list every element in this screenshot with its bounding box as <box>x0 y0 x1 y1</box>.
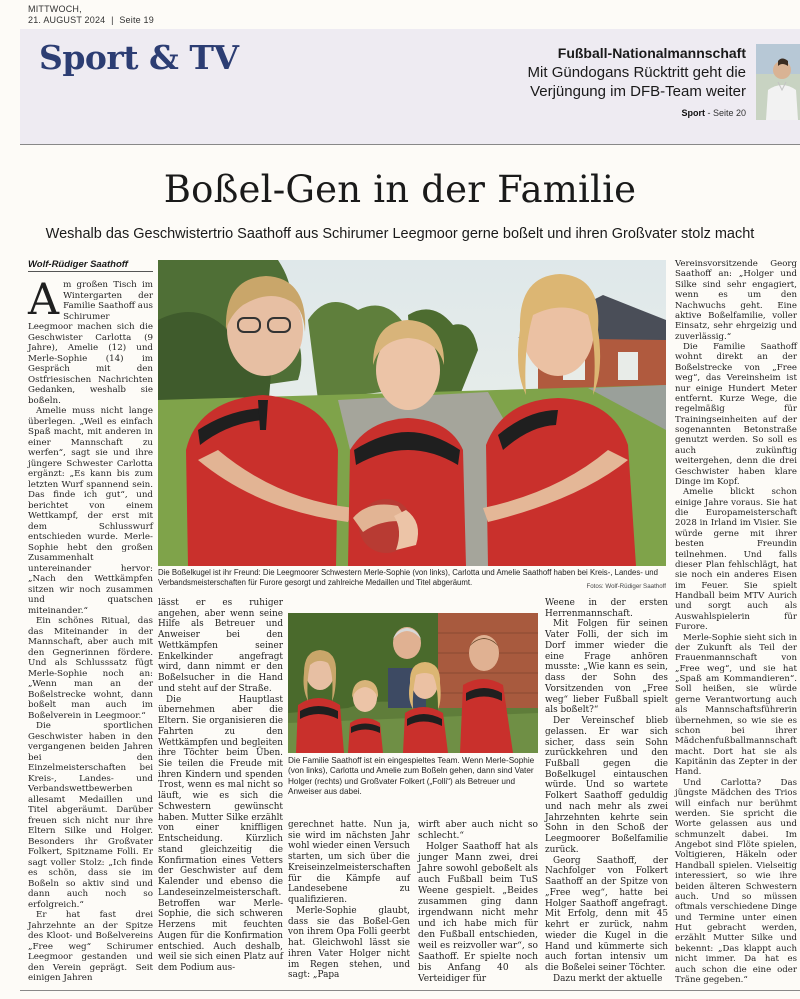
dropcap: A <box>28 275 60 325</box>
teaser-ref-page: - Seite 20 <box>707 108 746 118</box>
article-headline: Boßel-Gen in der Familie <box>163 168 637 211</box>
main-photo-caption: Die Boßelkugel ist ihr Freund: Die Leegmoorer Schwestern Merle-Sophie (von links), Carlotta und Amelie Saathoff haben bei Kreis-, Landes- und Verbandsmeisterschaften für Furore gesorgt und zahlreiche Medaillen und Titel abgeräumt. <box>158 568 658 587</box>
paragraph: Mit Folgen für seinen Vater Folli, der sich im Dorf immer wieder die eine Frage anhören musste: „Wie kann es sein, dass der Sohn des Vorsitzenden von „Free weg“ lieber Fußball spielt als boßelt?“ <box>545 619 668 716</box>
family-photo <box>288 613 538 753</box>
paragraph: Holger Saathoff hat als junger Mann zwei, drei Jahre sowohl geboßelt als auch Fußball beim TuS Weene gespielt. „Beides zusammen ging dann irgendwann nicht mehr und ich habe mich für den Fußball entschieden, weil es reizvoller war“, so Saathoff. Er spielte noch bis Anfang 40 als Verteidiger für <box>418 841 538 984</box>
paragraph: Die Familie Saathoff wohnt direkt an der Boßelstrecke von „Free weg“, das Vereinsheim ist nur einige Hundert Meter entfernt. Kurze Wege, die regelmäßig für Trainingseinheiten auf der sogenannten Betonstraße genutzt werden. So soll es auch zukünftig weitergehen, denn die drei Geschwister haben klare Dinge im Kopf. <box>675 342 797 487</box>
article-byline: Wolf-Rüdiger Saathoff <box>28 259 153 272</box>
paragraph <box>28 275 153 406</box>
section-title: Sport & TV <box>39 38 239 77</box>
article-column-4 <box>418 820 538 985</box>
bottom-divider <box>20 990 800 991</box>
paragraph: wirft aber auch nicht so schlecht.“ <box>418 820 538 841</box>
article-column-3 <box>288 820 410 981</box>
paragraph-text: m großen Tisch im Wintergarten der Familie Saathoff aus Schirumer Leegmoor machen sich die Geschwister Carlotta (9 Jahre), Amelie (12) und Merle-Sophie (14) im Gespräch mit den Ostfriesischen Nachrichten Gedanken, weshalb sie boßeln. <box>28 280 153 406</box>
dateline-date-page <box>28 15 154 26</box>
paragraph: Dazu merkt der aktuelle <box>553 973 663 984</box>
paragraph: Weene in der ersten Herrenmannschaft. <box>545 598 668 619</box>
dateline-page: Seite 19 <box>119 14 154 25</box>
paragraph: Vereinsvorsitzende Georg Saathoff an: „Holger und Silke sind sehr engagiert, wenn es um den Nachwuchs geht. Eine aktive Boßelfamilie, voller Einsatz, sehr ehrgeizig und zuverlässig.“ <box>675 259 797 342</box>
paragraph: Georg Saathoff, der Nachfolger von Folkert Saathoff an der Spitze von „Free weg“, hatte bei Holger Saathoff angefragt. Mit Erfolg, denn mit 45 kehrt er zurück, nahm wieder die Kugel in die Hand und kümmerte sich auch fortan intensiv um die Boßelei seiner Töchter. <box>545 855 668 973</box>
teaser-page-ref[interactable] <box>600 108 746 118</box>
paragraph: lässt er es ruhiger angehen, aber wenn seine Hilfe als Betreuer und Anweiser bei den Wettkämpfen seiner Enkelkinder angefragt wird, dann nimmt er den Boßelsucher in die Hand und steht auf der Straße. <box>158 598 283 694</box>
article-subheadline: Weshalb das Geschwistertrio Saathoff aus Schirumer Leegmoor gerne boßelt und ihren Großvater stolz macht <box>45 226 755 242</box>
teaser-ref-section: Sport <box>681 108 705 118</box>
paragraph: Und Carlotta? Das jüngste Mädchen des Trios will einfach nur berühmt werden. Sie spricht die Worte gelassen aus und schmunzelt dabei. Im Angebot sind Flöte spielen, Voltigieren, Häkeln oder Handball spielen. Vielseitig interessiert, so wie ihre beiden älteren Schwestern auch. Und so müssen oftmals verschiedene Dinge und Termine unter einen Hut gebracht werden, erzählt Mutter Silke und bekennt: „Das klappt auch nicht immer. Da hat es auch schon die eine oder Träne gegeben.“ <box>675 777 797 985</box>
teaser-headline[interactable]: Mit Gündogans Rücktritt geht die Verjüngung im DFB-Team weiter <box>527 64 746 100</box>
paragraph: Amelie blickt schon einige Jahre voraus. Sie hat die Europameisterschaft 2028 in Irland im Visier. Sie würde gerne mit ihrer besten Freundin teilnehmen. Und falls dieser Plan fehlschlägt, hat sie noch ein anderes Eisen im Feuer. Sie spielt Handball beim MTV Aurich und sorgt auch als Auswahlspielerin für Furore. <box>675 487 797 633</box>
paragraph: gerechnet hatte. Nun ja, sie wird im nächsten Jahr wohl wieder einen Versuch starten, um sich über die Kreiseinzelmeisterschaften für die Kämpfe auf Landesebene zu qualifizieren. <box>288 820 411 906</box>
teaser-photo[interactable] <box>756 44 800 120</box>
main-photo <box>158 260 666 566</box>
article-column-1 <box>28 275 153 984</box>
dateline-separator: | <box>111 14 114 25</box>
photo-credit: Fotos: Wolf-Rüdiger Saathoff <box>586 583 666 590</box>
paragraph: Amelie muss nicht lange überlegen. „Weil es einfach Spaß macht, mit anderen in einer Mannschaft zu werfen“, sagt sie und ihre jüngere Schwester Carlotta ergänzt: „Es kann bis zum letzten Wurf spannend sein. Das finde ich gut“, und berichtet von einem Wettkampf, der erst mit dem Schlusswurf entschieden wurde. Merle-Sophie hebt den großen Zusammenhalt untereinander hervor: „Nach den Wettkämpfen sitzen wir noch zusammen und quatschen miteinander.“ <box>28 406 153 616</box>
dateline <box>28 4 154 25</box>
paragraph: Die sportlichen Geschwister haben in den vergangenen beiden Jahren bei den Einzelmeisterschaften bei Kreis-, Landes- und Verbandswettbewerben allesamt Medaillen und Titel abgeräumt. Darüber freuen sich nicht nur ihre Eltern Silke und Holger. Besonders ihr Großvater Folkert, Spitzname Folli. Er sagt voller Stolz: „Ich finde es schön, dass sie im Boßeln so aktiv sind und dann auch noch so erfolgreich.“ <box>28 721 153 910</box>
paragraph: Die Hauptlast übernehmen aber die Eltern. Sie organisieren die Fahrten zu den Wettkämpfen und begleiten ihre Töchter beim Üben. Sie teilen die Freude mit ihren Kindern und spenden Trost, wenn es mal nicht so läuft, wie es sich die Schwestern gewünscht haben. Mutter Silke erzählt von einer kniffligen Entscheidung. Kürzlich stand gleichzeitig die Konfirmation eines Vetters der Geschwister auf dem Kalender und ebenso die Landeseinzelmeisterschaft. Betroffen war Merle-Sophie, die sich schweren Herzens mit feuchten Augen für die Konfirmation entschied. Auch deshalb, weil sie sich einen Platz auf dem Podium aus- <box>158 694 283 973</box>
teaser-kicker[interactable]: Fußball-Nationalmannschaft <box>557 45 746 61</box>
article-column-5 <box>545 598 668 984</box>
paragraph: Ein schönes Ritual, das das Miteinander in der Mannschaft, aber auch mit den Gegnerinnen fördere. Und als Schlusssatz fügt Merle-Sophie noch an: „Wenn man an der Boßelstrecke wohnt, dann boßelt man auch im Boßelverein in Leegmoor.“ <box>28 616 153 721</box>
paragraph: Der Vereinschef blieb gelassen. Er war sich sicher, dass sein Sohn zurückkehren und den Fußball gegen die Boßelkugel eintauschen würde. Und so wartete Folkert Saathoff geduldig und nach mehr als zwei Jahrzehnten kehrte sein Sohn in den Schoß der Leegmoorer Boßelfamilie zurück. <box>545 716 668 855</box>
article-column-6 <box>675 259 797 985</box>
banner-divider <box>20 144 800 145</box>
article-column-2 <box>158 598 283 974</box>
paragraph: Er hat fast drei Jahrzehnte an der Spitze des Kloot- und Boßelvereins „Free weg“ Schirumer Leegmoor gestanden und den Verein geprägt. Seit einigen Jahren <box>28 910 153 983</box>
dateline-weekday: MITTWOCH, <box>28 4 82 14</box>
paragraph: Merle-Sophie glaubt, dass sie das Boßel-Gen von ihrem Opa Folli geerbt hat. Gleichwohl lässt sie ihren Vater Holger nicht im Regen stehen, und sagt: „Papa <box>288 905 410 981</box>
paragraph: Merle-Sophie sieht sich in der Zukunft als Teil der Frauenmannschaft von „Free weg“, und sie hat „Spaß am Kommandieren“. Soll heißen, sie würde gerne Verantwortung auch als Mannschaftsführerin übernehmen, so wie sie es schon bei ihrer Mädchenfußballmannschaft macht. Dort hat sie als Kapitänin das Zepter in der Hand. <box>675 632 797 778</box>
family-photo-caption: Die Familie Saathoff ist ein eingespieltes Team. Wenn Merle-Sophie (von links), Carlotta und Amelie zum Boßeln gehen, dann sind Vater Holger (rechts) und Großvater Folkert („Folli“) als Betreuer und Anweiser aus dabei. <box>288 756 535 797</box>
dateline-date: 21. AUGUST 2024 <box>28 14 106 25</box>
